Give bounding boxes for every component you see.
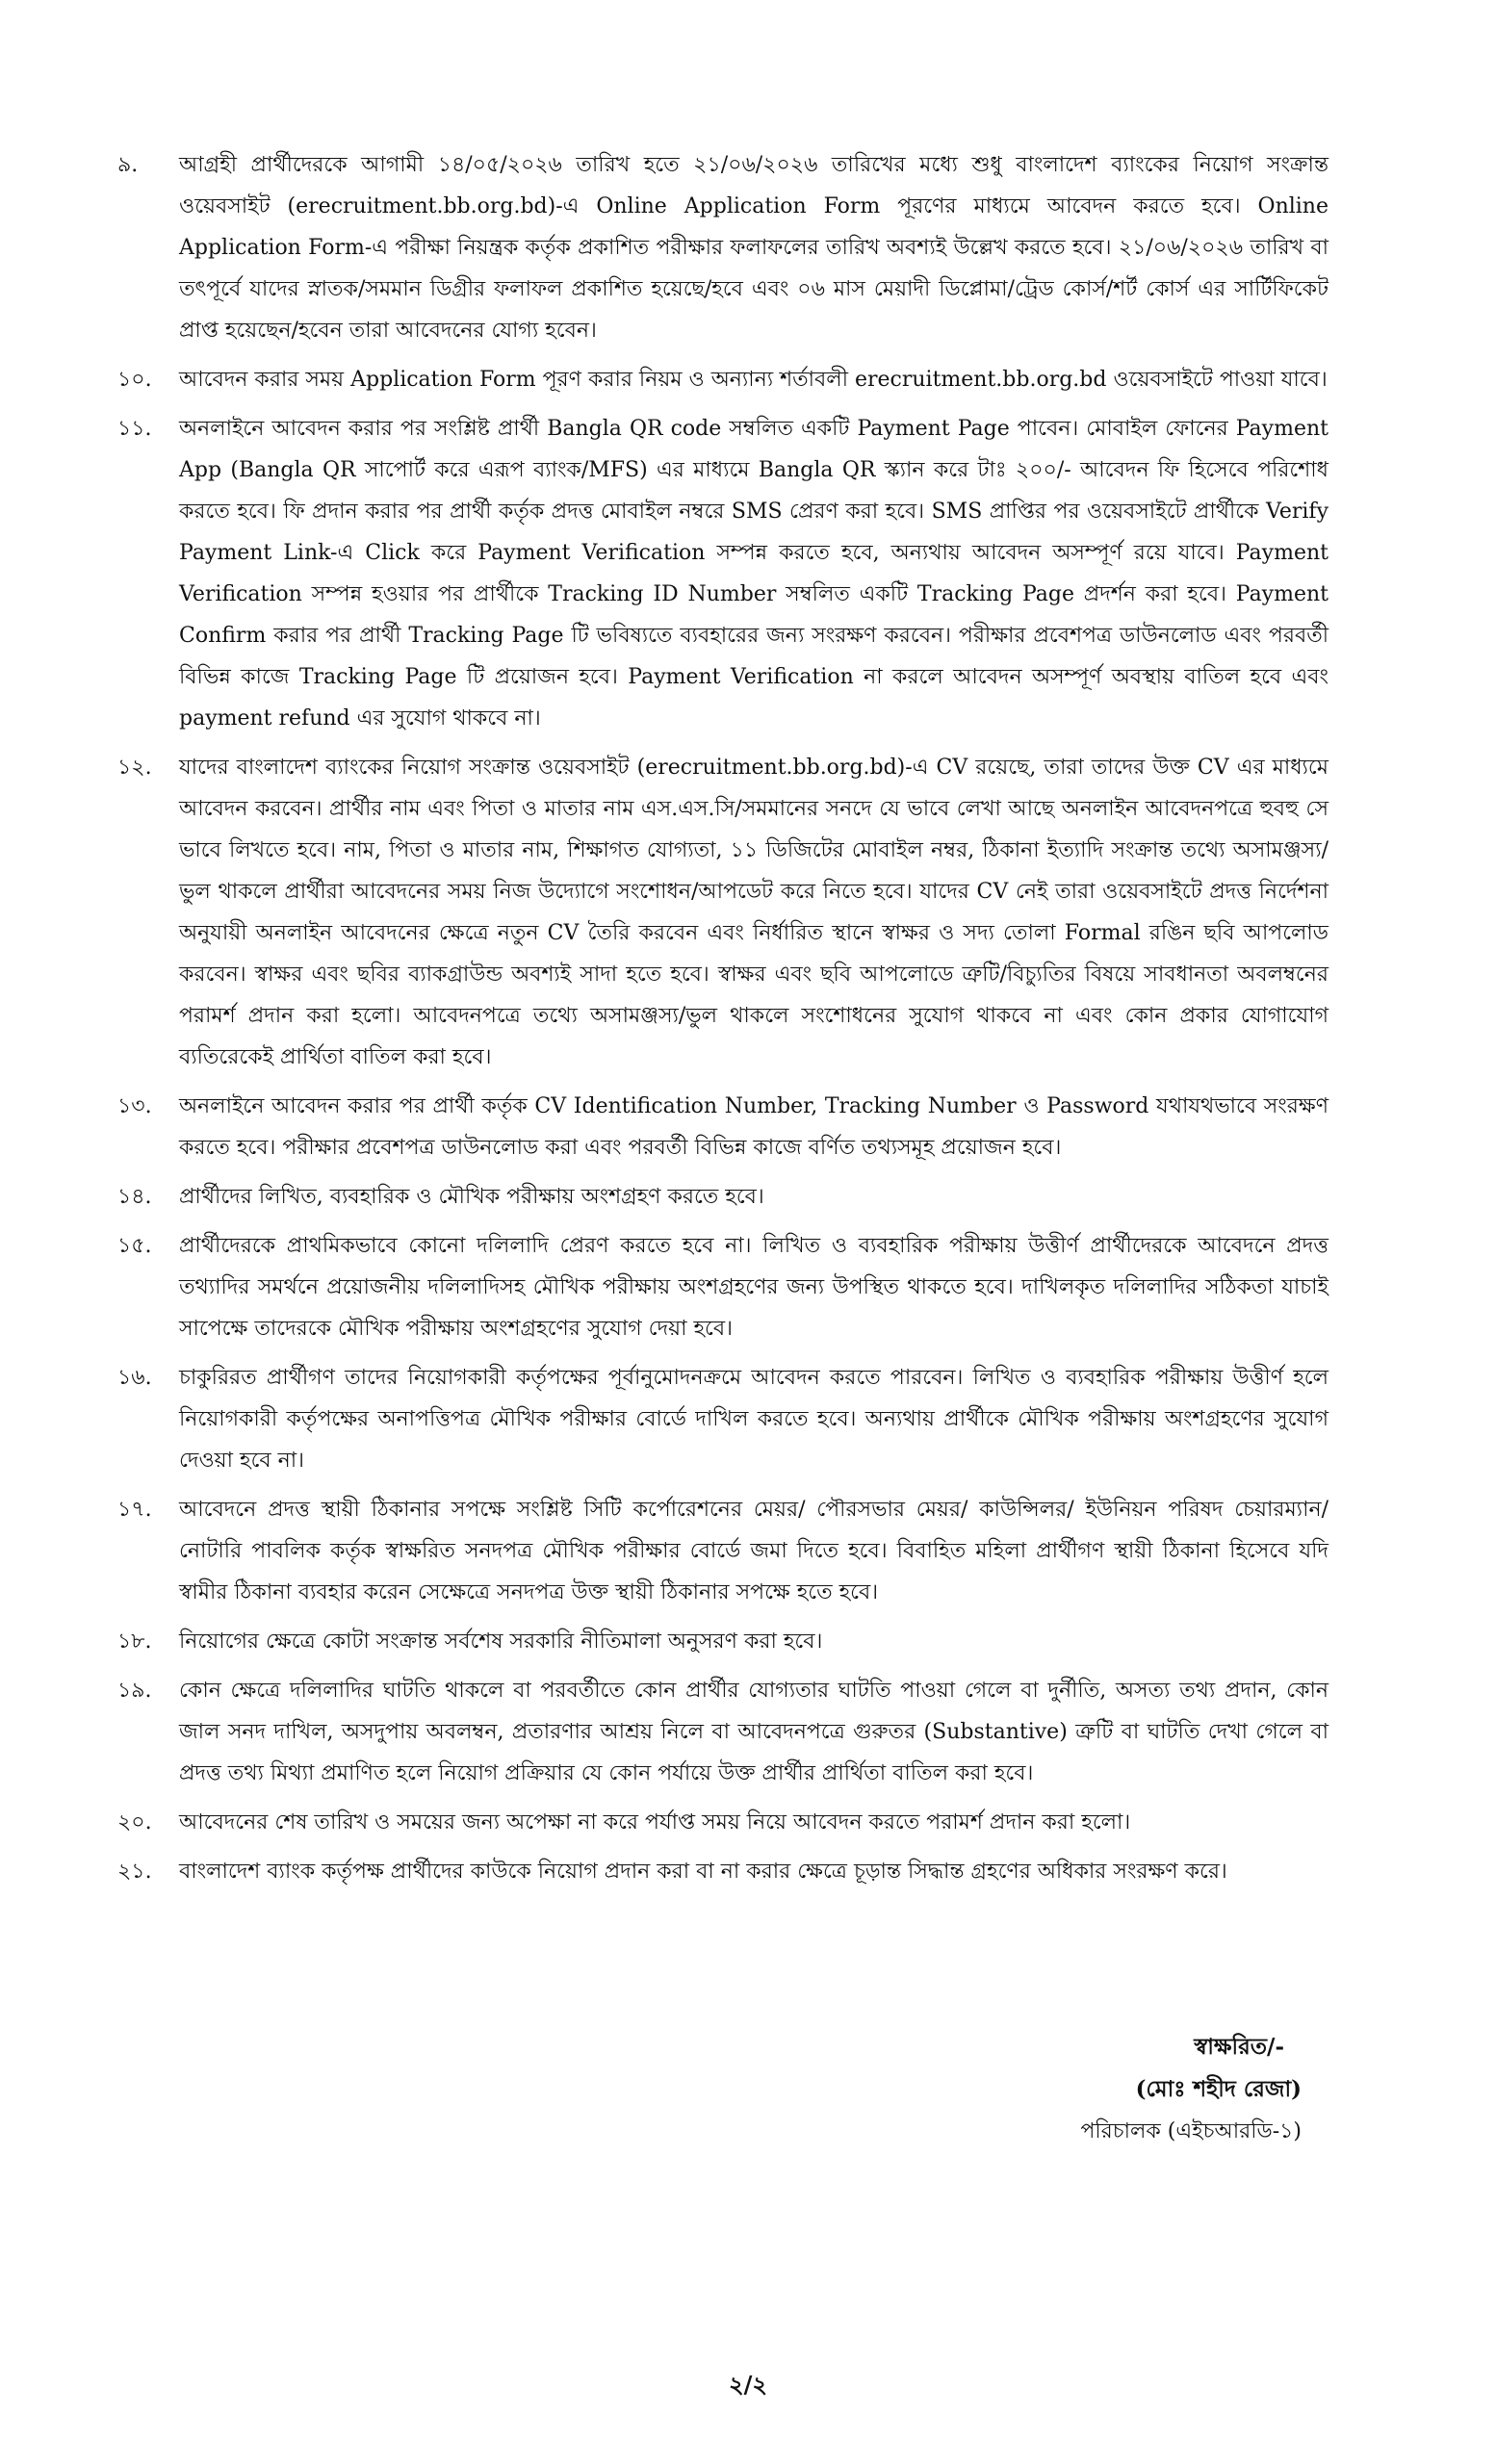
list-item — [117, 1802, 1328, 1843]
item-text: আবেদনের শেষ তারিখ ও সময়ের জন্য অপেক্ষা না করে পর্যাপ্ত সময় নিয়ে আবেদন করতে পরামর্শ প্রদান করা হলো। — [179, 1810, 1131, 1835]
signature-block — [984, 2026, 1302, 2153]
item-text: প্রার্থীদেরকে প্রাথমিকভাবে কোনো দলিলাদি প্রেরণ করতে হবে না। লিখিত ও ব্যবহারিক পরীক্ষায় উত্তীর্ণ প্রার্থীদেরকে আবেদনে প্রদত্ত তথ্যাদির সমর্থনে প্রয়োজনীয় দলিলাদিসহ মৌখিক পরীক্ষায় অংশগ্রহণের জন্য উপস্থিত থাকতে হবে। দাখিলকৃত দলিলাদির সঠিকতা যাচাই সাপেক্ষে তাদেরকে মৌখিক পরীক্ষায় অংশগ্রহণের সুযোগ দেয়া হবে। — [179, 1234, 1328, 1341]
item-number: ১১. — [117, 417, 152, 441]
item-number: ১৯. — [117, 1679, 152, 1703]
list-item — [117, 1670, 1328, 1794]
list-item — [117, 1176, 1328, 1218]
item-text: আবেদনে প্রদত্ত স্থায়ী ঠিকানার সপক্ষে সংশ্লিষ্ট সিটি কর্পোরেশনের মেয়র/ পৌরসভার মেয়র/ কাউন্সিলর/ ইউনিয়ন পরিষদ চেয়ারম্যান/ নোটারি পাবলিক কর্তৃক স্বাক্ষরিত সনদপত্র মৌখিক পরীক্ষার বোর্ডে জমা দিতে হবে। বিবাহিত মহিলা প্রার্থীগণ স্থায়ী ঠিকানা হিসেবে যদি স্বামীর ঠিকানা ব্যবহার করেন সেক্ষেত্রে সনদপত্র উক্ত স্থায়ী ঠিকানার সপক্ষে হতে হবে। — [179, 1498, 1328, 1604]
list-item — [117, 359, 1328, 400]
page-number: ২/২ — [729, 2371, 767, 2399]
item-text: আগ্রহী প্রার্থীদেরকে আগামী ১৪/০৫/২০২৬ তারিখ হতে ২১/০৬/২০২৬ তারিখের মধ্যে শুধু বাংলাদেশ ব্যাংকের নিয়োগ সংক্রান্ত ওয়েবসাইট (erecruitment.bb.org.bd)-এ Online Application Form পূরণের মাধ্যমে আবেদন করতে হবে। Online Application Form-এ পরীক্ষা নিয়ন্ত্রক কর্তৃক প্রকাশিত পরীক্ষার ফলাফলের তারিখ অবশ্যই উল্লেখ করতে হবে। ২১/০৬/২০২৬ তারিখ বা তৎপূর্বে যাদের স্নাতক/সমমান ডিগ্রীর ফলাফল প্রকাশিত হয়েছে/হবে এবং ০৬ মাস মেয়াদী ডিপ্লোমা/ট্রেড কোর্স/শর্ট কোর্স এর সার্টিফিকেট প্রাপ্ত হয়েছেন/হবেন তারা আবেদনের যোগ্য হবেন। — [179, 153, 1328, 343]
item-text: যাদের বাংলাদেশ ব্যাংকের নিয়োগ সংক্রান্ত ওয়েবসাইট (erecruitment.bb.org.bd)-এ CV রয়েছে, তারা তাদের উক্ত CV এর মাধ্যমে আবেদন করবেন। প্রার্থীর নাম এবং পিতা ও মাতার নাম এস.এস.সি/সমমানের সনদে যে ভাবে লেখা আছে অনলাইন আবেদনপত্রে হুবহু সে ভাবে লিখতে হবে। নাম, পিতা ও মাতার নাম, শিক্ষাগত যোগ্যতা, ১১ ডিজিটের মোবাইল নম্বর, ঠিকানা ইত্যাদি সংক্রান্ত তথ্যে অসামঞ্জস্য/ভুল থাকলে প্রার্থীরা আবেদনের সময় নিজ উদ্যোগে সংশোধন/আপডেট করে নিতে হবে। যাদের CV নেই তারা ওয়েবসাইটে প্রদত্ত নির্দেশনা অনুযায়ী অনলাইন আবেদনের ক্ষেত্রে নতুন CV তৈরি করবেন এবং নির্ধারিত স্থানে স্বাক্ষর ও সদ্য তোলা Formal রঙিন ছবি আপলোড করবেন। স্বাক্ষর এবং ছবির ব্যাকগ্রাউন্ড অবশ্যই সাদা হতে হবে। স্বাক্ষর এবং ছবি আপলোডে ত্রুটি/বিচ্যুতির বিষয়ে সাবধানতা অবলম্বনের পরামর্শ প্রদান করা হলো। আবেদনপত্রে তথ্যে অসামঞ্জস্য/ভুল থাকলে সংশোধনের সুযোগ থাকবে না এবং কোন প্রকার যোগাযোগ ব্যতিরেকেই প্রার্থিতা বাতিল করা হবে। — [179, 756, 1328, 1069]
list-item — [117, 747, 1328, 1078]
list-item — [117, 1851, 1328, 1892]
list-item — [117, 1621, 1328, 1662]
item-text: চাকুরিরত প্রার্থীগণ তাদের নিয়োগকারী কর্তৃপক্ষের পূর্বানুমোদনক্রমে আবেদন করতে পারবেন। লিখিত ও ব্যবহারিক পরীক্ষায় উত্তীর্ণ হলে নিয়োগকারী কর্তৃপক্ষের অনাপত্তিপত্র মৌখিক পরীক্ষার বোর্ডে দাখিল করতে হবে। অন্যথায় প্রার্থীকে মৌখিক পরীক্ষায় অংশগ্রহণের সুযোগ দেওয়া হবে না। — [179, 1366, 1328, 1473]
list-item — [117, 1225, 1328, 1349]
item-text: কোন ক্ষেত্রে দলিলাদির ঘাটতি থাকলে বা পরবর্তীতে কোন প্রার্থীর যোগ্যতার ঘাটতি পাওয়া গেলে বা দুর্নীতি, অসত্য তথ্য প্রদান, কোন জাল সনদ দাখিল, অসদুপায় অবলম্বন, প্রতারণার আশ্রয় নিলে বা আবেদনপত্রে গুরুতর (Substantive) ত্রুটি বা ঘাটতি দেখা গেলে বা প্রদত্ত তথ্য মিথ্যা প্রমাণিত হলে নিয়োগ প্রক্রিয়ার যে কোন পর্যায়ে উক্ত প্রার্থীর প্রার্থিতা বাতিল করা হবে। — [179, 1679, 1328, 1785]
item-text: অনলাইনে আবেদন করার পর প্রার্থী কর্তৃক CV Identification Number, Tracking Number ও Password যথাযথভাবে সংরক্ষণ করতে হবে। পরীক্ষার প্রবেশপত্র ডাউনলোড করা এবং পরবর্তী বিভিন্ন কাজে বর্ণিত তথ্যসমূহ প্রয়োজন হবে। — [179, 1094, 1328, 1160]
item-number: ১৬. — [117, 1366, 152, 1390]
item-text: অনলাইনে আবেদন করার পর সংশ্লিষ্ট প্রার্থী Bangla QR code সম্বলিত একটি Payment Page পাবেন। মোবাইল ফোনের Payment App (Bangla QR সাপোর্ট করে এরূপ ব্যাংক/MFS) এর মাধ্যমে Bangla QR স্ক্যান করে টাঃ ২০০/- আবেদন ফি হিসেবে পরিশোধ করতে হবে। ফি প্রদান করার পর প্রার্থী কর্তৃক প্রদত্ত মোবাইল নম্বরে SMS প্রেরণ করা হবে। SMS প্রাপ্তির পর ওয়েবসাইটে প্রার্থীকে Verify Payment Link-এ Click করে Payment Verification সম্পন্ন করতে হবে, অন্যথায় আবেদন অসম্পূর্ণ রয়ে যাবে। Payment Verification সম্পন্ন হওয়ার পর প্রার্থীকে Tracking ID Number সম্বলিত একটি Tracking Page প্রদর্শন করা হবে। Payment Confirm করার পর প্রার্থী Tracking Page টি ভবিষ্যতে ব্যবহারের জন্য সংরক্ষণ করবেন। পরীক্ষার প্রবেশপত্র ডাউনলোড এবং পরবর্তী বিভিন্ন কাজে Tracking Page টি প্রয়োজন হবে। Payment Verification না করলে আবেদন অসম্পূর্ণ অবস্থায় বাতিল হবে এবং payment refund এর সুযোগ থাকবে না। — [179, 417, 1328, 731]
signatory-name: (মোঃ শহীদ রেজা) — [1135, 2076, 1302, 2102]
signatory-designation: পরিচালক (এইচআরডি-১) — [1080, 2119, 1302, 2143]
list-item — [117, 1086, 1328, 1168]
item-number: ১৫. — [117, 1234, 152, 1258]
item-number: ১৩. — [117, 1094, 152, 1118]
instruction-list — [117, 144, 1328, 1900]
item-number: ১০. — [117, 368, 152, 392]
signed-label: স্বাক্ষরিত/- — [1194, 2034, 1284, 2060]
item-text: আবেদন করার সময় Application Form পূরণ করার নিয়ম ও অন্যান্য শর্তাবলী erecruitment.bb.org.bd ওয়েবসাইটে পাওয়া যাবে। — [179, 368, 1328, 392]
item-number: ২১. — [117, 1860, 152, 1884]
item-number: ১৭. — [117, 1498, 152, 1522]
item-number: ২০. — [117, 1810, 152, 1835]
list-item — [117, 144, 1328, 351]
item-number: ১৪. — [117, 1185, 152, 1209]
item-text: নিয়োগের ক্ষেত্রে কোটা সংক্রান্ত সর্বশেষ সরকারি নীতিমালা অনুসরণ করা হবে। — [179, 1630, 823, 1654]
item-number: ১৮. — [117, 1630, 152, 1654]
item-text: প্রার্থীদের লিখিত, ব্যবহারিক ও মৌখিক পরীক্ষায় অংশগ্রহণ করতে হবে। — [179, 1185, 764, 1209]
item-text: বাংলাদেশ ব্যাংক কর্তৃপক্ষ প্রার্থীদের কাউকে নিয়োগ প্রদান করা বা না করার ক্ষেত্রে চূড়ান্ত সিদ্ধান্ত গ্রহণের অধিকার সংরক্ষণ করে। — [179, 1860, 1227, 1884]
item-number: ৯. — [117, 153, 139, 177]
list-item — [117, 408, 1328, 739]
list-item — [117, 1357, 1328, 1481]
item-number: ১২. — [117, 756, 152, 780]
list-item — [117, 1489, 1328, 1613]
